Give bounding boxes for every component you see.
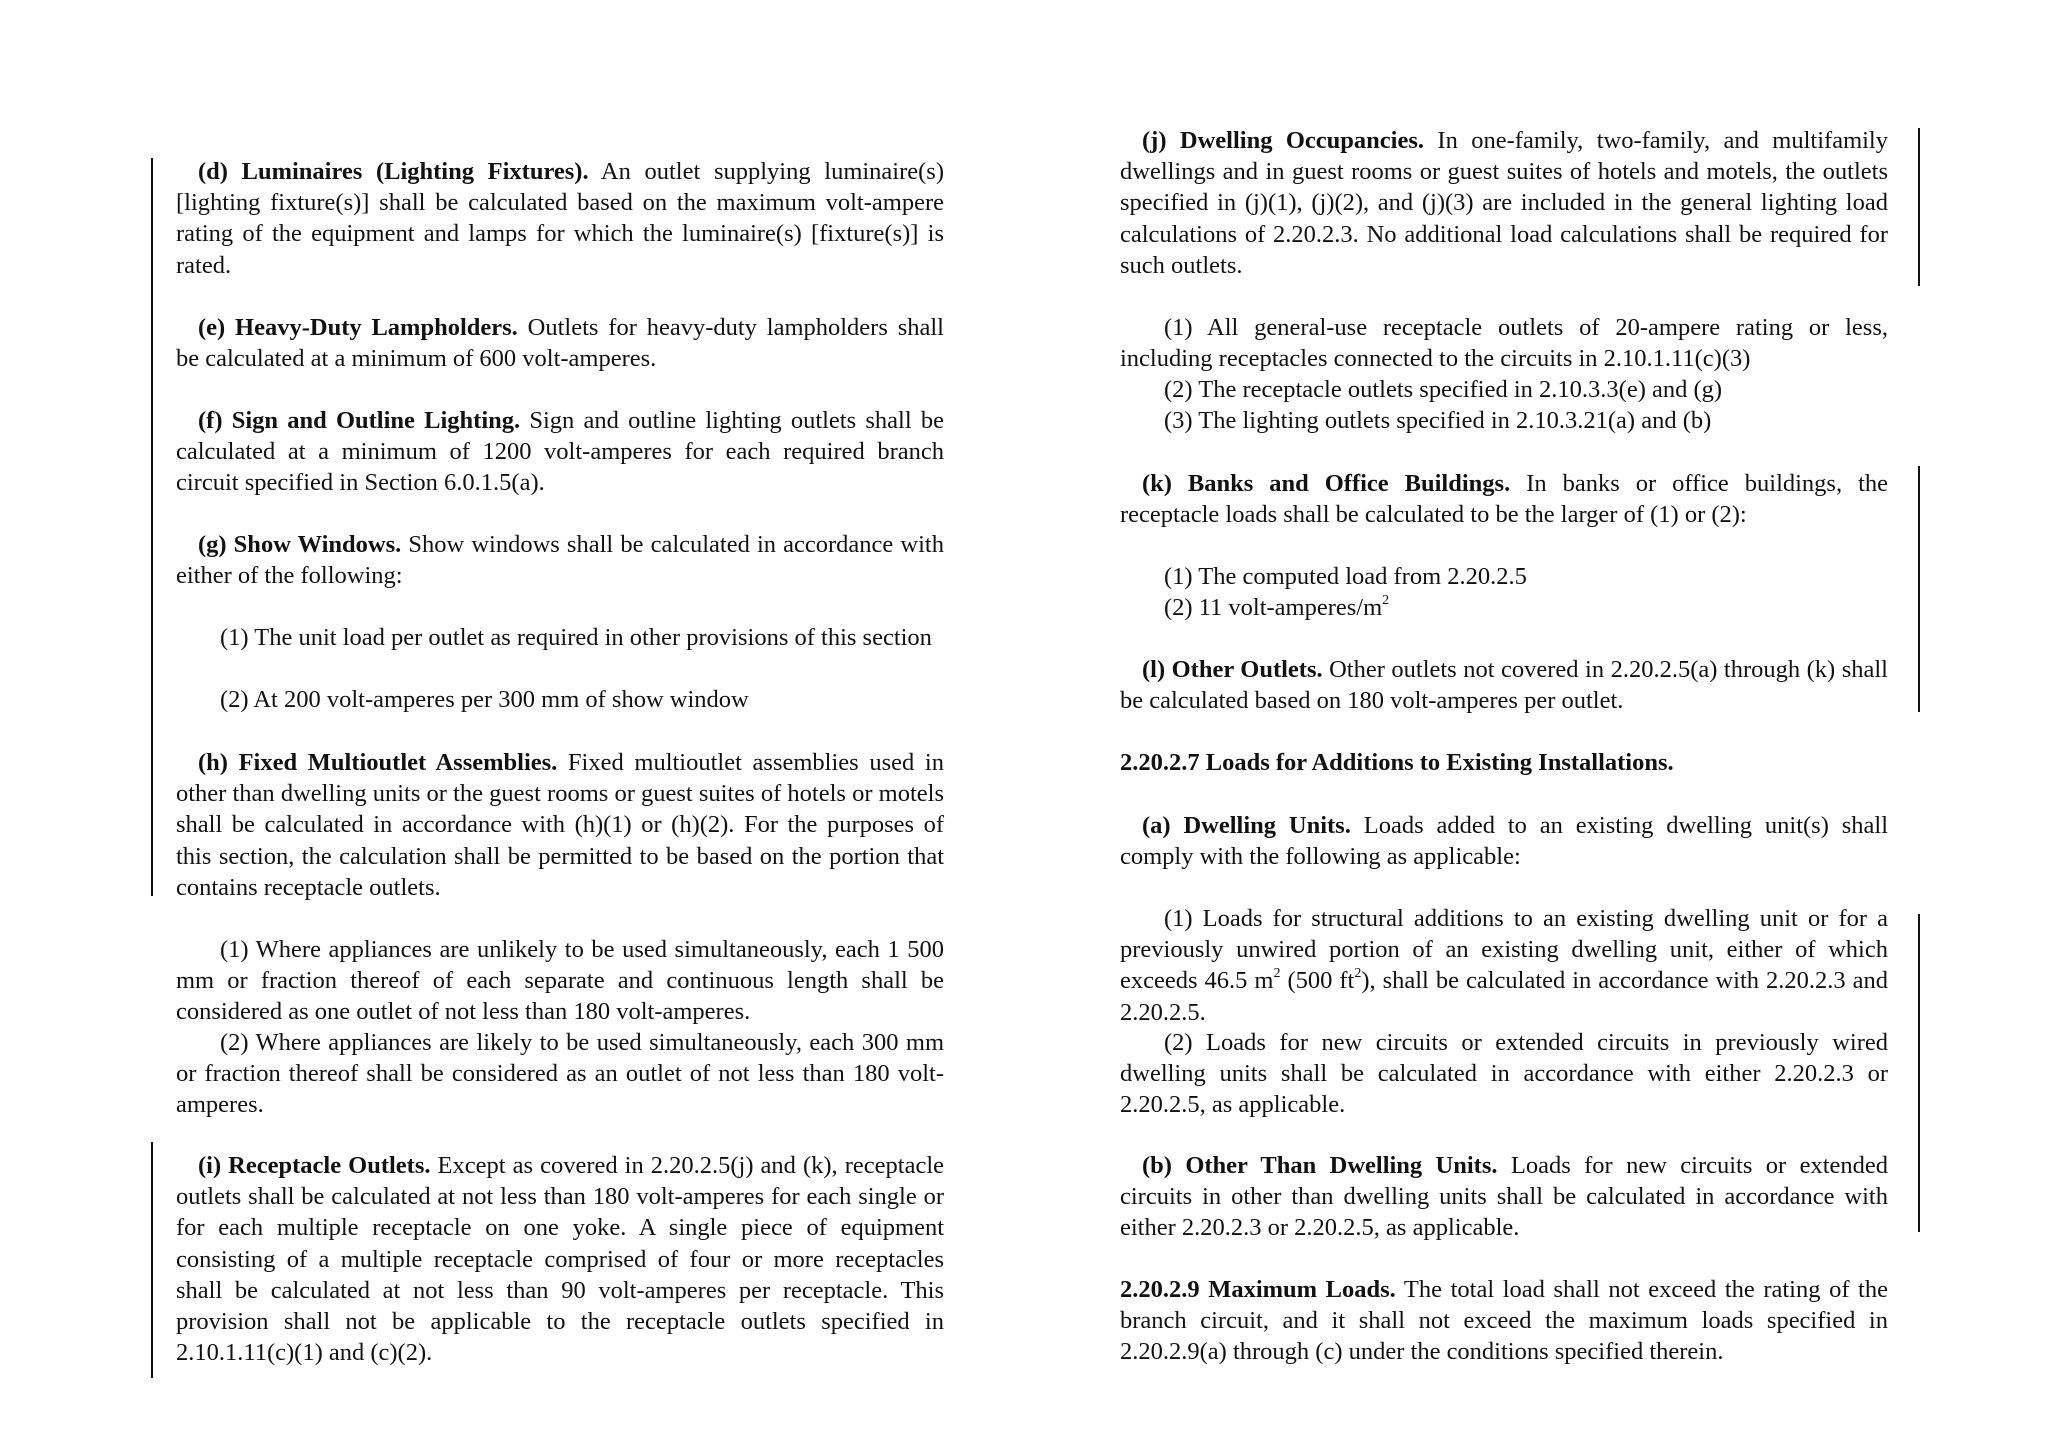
section-j-item-3: (3) The lighting outlets specified in 2.10.3.21(a) and (b) [1164,407,1712,434]
section-g-item-1: (1) The unit load per outlet as required in other provisions of this section [220,624,932,651]
section-2-20-2-9-paragraph [1120,1274,1888,1368]
section-h-paragraph [176,747,944,903]
section-b-paragraph [1120,1150,1888,1244]
section-l-paragraph [1120,654,1888,716]
section-a-item-1-part-2: (500 ft [1280,967,1355,995]
section-l-text: Other outlets not covered in 2.20.2.5(a) through (k) shall be calculated based on 180 volt-amperes per outlet. [1120,656,1888,715]
section-a-item-1-superscript-2: 2 [1354,966,1362,982]
section-f-title: (f) Sign and Outline Lighting. [198,407,521,434]
section-a-item-1-part-1: (1) Loads for structural additions to an existing dwelling unit or for a previously unwired portion of an existing dwelling unit, either of which exceeds 46.5 m [1120,905,1888,995]
section-2-20-2-9-text: The total load shall not exceed the rating of the branch circuit, and it shall not exceed the maximum loads specified in 2.20.2.9(a) through (c) under the conditions specified therein. [1120,1276,1888,1366]
section-e-paragraph [176,312,944,374]
section-k-item-2-superscript: 2 [1382,592,1390,608]
section-j-paragraph [1120,125,1888,281]
section-2-20-2-9-title: 2.20.2.9 Maximum Loads. [1120,1276,1396,1303]
section-h-item-1: (1) Where appliances are unlikely to be used simultaneously, each 1 500 mm or fraction thereof of each separate and continuous length shall be considered as one outlet of not less than 180 volt-amperes. [176,936,944,1026]
section-g-item-2: (2) At 200 volt-amperes per 300 mm of show window [220,686,749,713]
change-bar-left-1 [151,158,153,896]
section-2-20-2-7-title: 2.20.2.7 Loads for Additions to Existing Installations. [1120,749,1674,776]
section-g-text: Show windows shall be calculated in accordance with either of the following: [176,531,944,590]
section-a-title: (a) Dwelling Units. [1142,812,1351,839]
section-d-text: An outlet supplying luminaire(s) [lighting fixture(s)] shall be calculated based on the maximum volt-ampere rating of the equipment and lamps for which the luminaire(s) [fixture(s)] is rated. [176,158,944,279]
section-b-title: (b) Other Than Dwelling Units. [1142,1152,1498,1179]
section-d-title: (d) Luminaires (Lighting Fixtures). [198,158,589,185]
section-2-20-2-7-heading [1120,747,1888,778]
section-a-paragraph [1120,810,1888,872]
section-a-item-1 [1120,903,1888,1028]
section-e-text: Outlets for heavy-duty lampholders shall be calculated at a minimum of 600 volt-amperes. [176,314,944,373]
section-k-paragraph [1120,468,1888,530]
section-l-title: (l) Other Outlets. [1142,656,1323,683]
section-b-text: Loads for new circuits or extended circuits in other than dwelling units shall be calculated in accordance with either 2.20.2.3 or 2.20.2.5, as applicable. [1120,1152,1888,1242]
section-k-title: (k) Banks and Office Buildings. [1142,470,1511,497]
section-a-item-1-part-3: ), shall be calculated in accordance with 2.20.2.3 and 2.20.2.5. [1120,967,1888,1026]
section-h-text: Fixed multioutlet assemblies used in other than dwelling units or the guest rooms or guest suites of hotels or motels shall be calculated in accordance with (h)(1) or (h)(2). For the purposes of this section, the calculation shall be permitted to be based on the portion that contains receptacle outlets. [176,749,944,901]
section-j-item-1: (1) All general-use receptacle outlets of 20-ampere rating or less, including receptacles connected to the circuits in 2.10.1.11(c)(3) [1120,314,1888,373]
change-bar-right-3 [1918,914,1920,1232]
section-k-text: In banks or office buildings, the receptacle loads shall be calculated to be the larger of (1) or (2): [1120,470,1888,529]
section-j-item-2: (2) The receptacle outlets specified in 2.10.3.3(e) and (g) [1164,376,1723,403]
change-bar-right-2 [1918,466,1920,712]
section-g-paragraph [176,529,944,591]
section-i-title: (i) Receptacle Outlets. [198,1152,431,1179]
section-e-title: (e) Heavy-Duty Lampholders. [198,314,518,341]
section-j-text: In one-family, two-family, and multifamily dwellings and in guest rooms or guest suites of hotels and motels, the outlets specified in (j)(1), (j)(2), and (j)(3) are included in the general lighting load calculations of 2.20.2.3. No additional load calculations shall be required for such outlets. [1120,127,1888,279]
section-k-item-1: (1) The computed load from 2.20.2.5 [1164,563,1527,590]
section-k-item-2 [1120,592,1888,623]
section-a-text: Loads added to an existing dwelling unit(s) shall comply with the following as applicable: [1120,812,1889,871]
change-bar-right-1 [1918,128,1920,286]
section-i-text: Except as covered in 2.20.2.5(j) and (k), receptacle outlets shall be calculated at not less than 180 volt-amperes for each single or for each multiple receptacle on one yoke. A single piece of equipment consisting of a multiple receptacle comprised of four or more receptacles shall be calculated at not less than 90 volt-amperes per receptacle. This provision shall not be applicable to the receptacle outlets specified in 2.10.1.11(c)(1) and (c)(2). [176,1152,944,1367]
section-g-title: (g) Show Windows. [198,531,402,558]
section-k-item-2-text: (2) 11 volt-amperes/m [1164,594,1383,621]
change-bar-left-2 [151,1142,153,1378]
section-h-item-2: (2) Where appliances are likely to be used simultaneously, each 300 mm or fraction thereof shall be considered as an outlet of not less than 180 volt-amperes. [176,1029,944,1119]
section-a-item-1-superscript-1: 2 [1273,966,1281,982]
section-f-text: Sign and outline lighting outlets shall be calculated at a minimum of 1200 volt-amperes for each required branch circuit specified in Section 6.0.1.5(a). [176,407,944,497]
section-h-title: (h) Fixed Multioutlet Assemblies. [198,749,558,776]
section-f-paragraph [176,405,944,499]
section-d-paragraph [176,156,944,281]
section-i-paragraph [176,1150,944,1368]
section-a-item-2: (2) Loads for new circuits or extended circuits in previously wired dwelling units shall be calculated in accordance with either 2.20.2.3 or 2.20.2.5, as applicable. [1120,1029,1888,1119]
section-j-title: (j) Dwelling Occupancies. [1142,127,1425,154]
